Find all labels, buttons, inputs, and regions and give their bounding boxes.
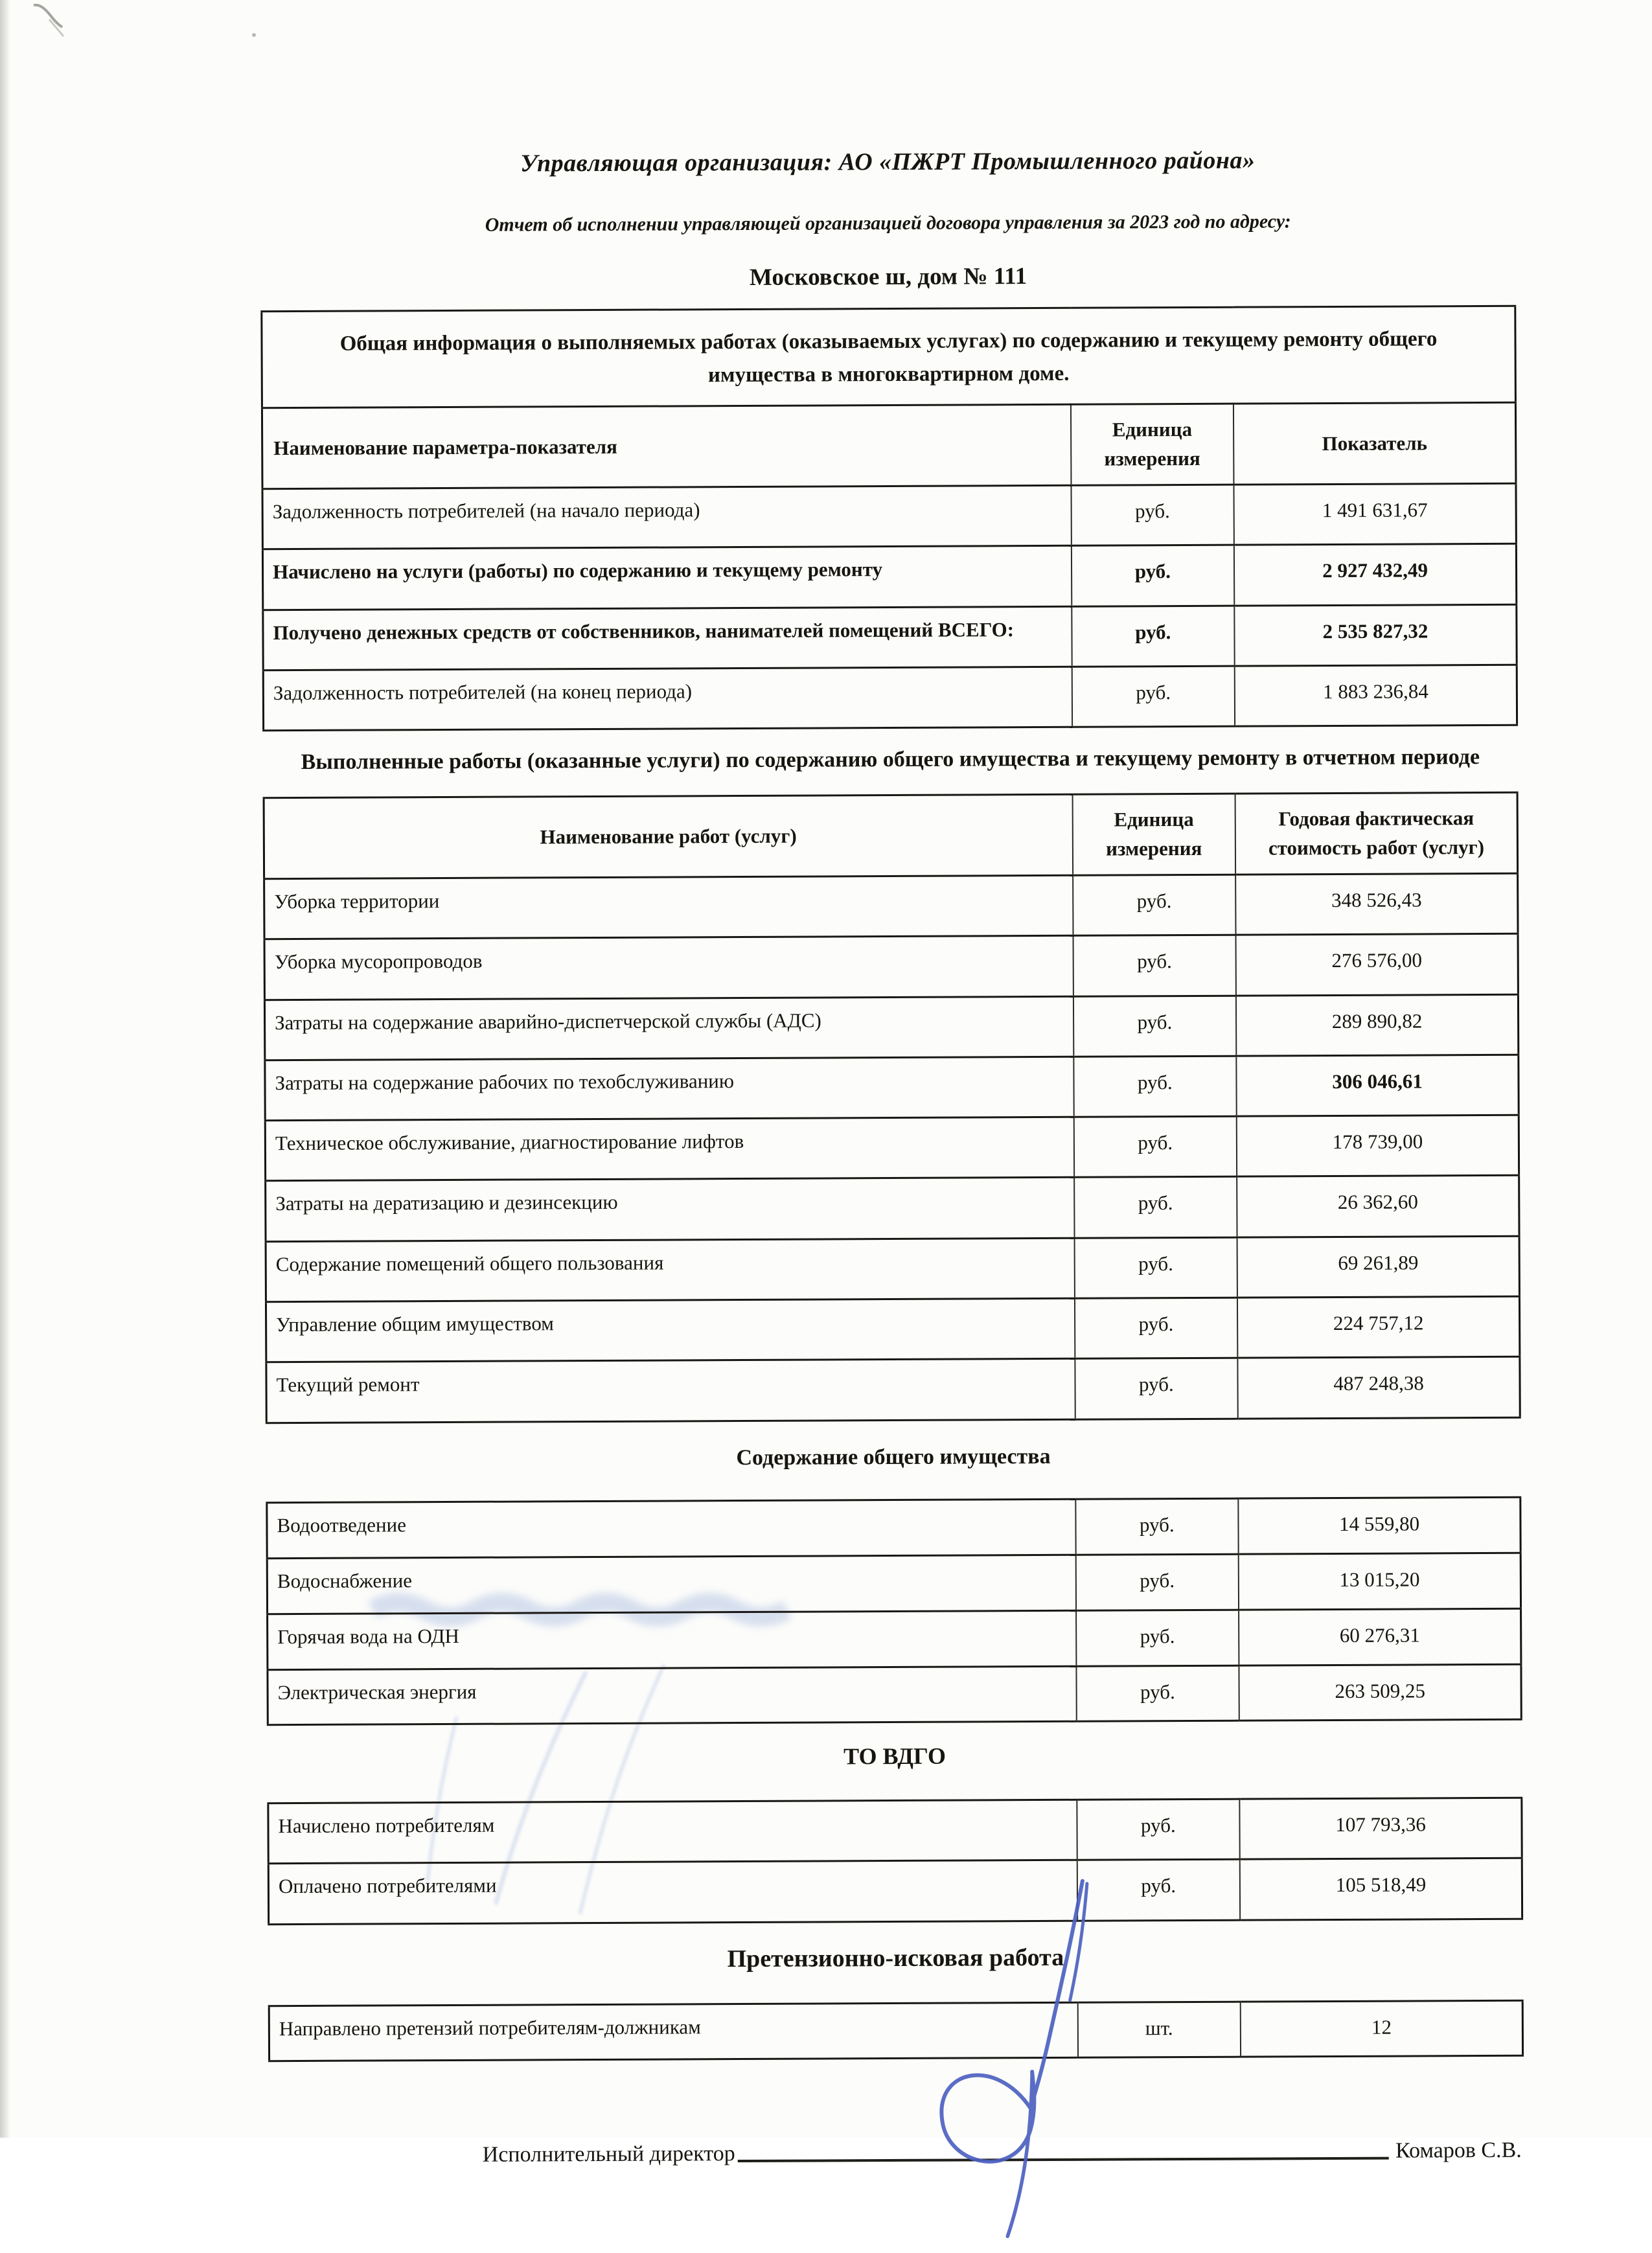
- row-value-cell: 69 261,89: [1237, 1236, 1520, 1298]
- row-unit-cell: руб.: [1073, 996, 1236, 1057]
- scanner-edge-shadow: [0, 0, 10, 2138]
- column-header-row: [264, 792, 1518, 878]
- row-name-cell: Водоотведение: [267, 1500, 1075, 1559]
- table-row: [263, 604, 1517, 670]
- row-value-cell: 306 046,61: [1236, 1055, 1519, 1116]
- column-header-row: [262, 403, 1516, 489]
- row-name-cell: Техническое обслуживание, диагностирование лифтов: [265, 1117, 1073, 1181]
- table-row: [268, 1608, 1521, 1669]
- row-unit-cell: руб.: [1073, 875, 1236, 935]
- row-value-cell: 12: [1241, 2000, 1523, 2057]
- row-name-cell: Задолженность потребителей (на конец периода): [263, 667, 1072, 731]
- row-value-cell: 348 526,43: [1235, 873, 1518, 935]
- col-header-name: Наименование работ (услуг): [264, 794, 1073, 878]
- table-row: [264, 933, 1518, 1000]
- row-name-cell: Управление общим имуществом: [266, 1298, 1074, 1362]
- row-name-cell: Уборка мусоропроводов: [264, 935, 1073, 1000]
- row-name-cell: Получено денежных средств от собственников, нанимателей помещений ВСЕГО:: [263, 606, 1072, 670]
- row-value-cell: 178 739,00: [1237, 1115, 1519, 1176]
- row-value-cell: 14 559,80: [1238, 1498, 1520, 1555]
- signature-block: [269, 2138, 1524, 2168]
- row-value-cell: 1 491 631,67: [1234, 483, 1517, 545]
- vdgo-table: [267, 1797, 1523, 1925]
- table-row: [263, 665, 1517, 731]
- maintenance-table: [266, 1496, 1522, 1726]
- report-subtitle: Отчет об исполнении управляющей организацией договора управления за 2023 год по адресу:: [485, 211, 1291, 236]
- table-row: [268, 1798, 1522, 1864]
- row-unit-cell: шт.: [1077, 2002, 1241, 2058]
- row-name-cell: Начислено потребителям: [268, 1800, 1077, 1864]
- row-unit-cell: руб.: [1075, 1358, 1238, 1419]
- table-row: [262, 483, 1516, 549]
- col-header-unit: Единица измерения: [1070, 404, 1233, 485]
- row-value-cell: 2 927 432,49: [1234, 544, 1517, 606]
- row-unit-cell: руб.: [1072, 666, 1235, 727]
- row-name-cell: Задолженность потребителей (на начало периода): [262, 485, 1071, 549]
- row-name-cell: Содержание помещений общего пользования: [266, 1238, 1074, 1302]
- table-row: [269, 2000, 1522, 2061]
- row-unit-cell: руб.: [1075, 1498, 1239, 1555]
- section-title-claims: Претензионно-исковая работа: [727, 1943, 1064, 1973]
- section-title-works: Выполненные работы (оказанные услуги) по содержанию общего имущества и текущему ремонту в отчетном периоде: [301, 745, 1480, 775]
- row-value-cell: 60 276,31: [1239, 1608, 1521, 1665]
- row-name-cell: Направлено претензий потребителям-должникам: [269, 2002, 1077, 2061]
- row-value-cell: 13 015,20: [1239, 1553, 1521, 1610]
- director-role-label: Исполнительный директор: [482, 2142, 735, 2167]
- claims-table: [268, 1999, 1524, 2062]
- table-row: [266, 1357, 1520, 1423]
- row-unit-cell: руб.: [1071, 485, 1234, 545]
- row-unit-cell: руб.: [1072, 606, 1235, 667]
- row-unit-cell: руб.: [1076, 1610, 1239, 1666]
- row-value-cell: 263 509,25: [1239, 1664, 1522, 1721]
- table-row: [262, 544, 1516, 610]
- table-row: [266, 1296, 1519, 1362]
- section-title-maintenance: Содержание общего имущества: [736, 1444, 1051, 1470]
- row-name-cell: Оплачено потребителями: [268, 1860, 1077, 1925]
- document-content: [260, 145, 1524, 2169]
- col-header-unit: Единица измерения: [1072, 794, 1235, 875]
- table-row: [267, 1553, 1520, 1614]
- col-header-name: Наименование параметра-показателя: [262, 405, 1071, 489]
- general-info-table: [260, 305, 1518, 732]
- col-header-value: Годовая фактическая стоимость работ (услуг): [1235, 792, 1518, 875]
- row-value-cell: 26 362,60: [1237, 1176, 1519, 1237]
- table-caption-row: [262, 306, 1516, 408]
- director-name: Комаров С.В.: [1395, 2138, 1522, 2163]
- row-value-cell: 2 535 827,32: [1234, 604, 1517, 666]
- row-unit-cell: руб.: [1073, 1056, 1237, 1117]
- row-name-cell: Горячая вода на ОДН: [268, 1610, 1076, 1669]
- scan-artifact: [0, 0, 324, 78]
- row-unit-cell: руб.: [1075, 1298, 1238, 1358]
- table-row: [268, 1664, 1521, 1725]
- row-name-cell: Текущий ремонт: [266, 1359, 1075, 1423]
- signature-ink: [915, 1873, 1138, 2250]
- row-unit-cell: руб.: [1071, 545, 1234, 606]
- works-table: [263, 792, 1521, 1424]
- row-value-cell: 487 248,38: [1237, 1357, 1520, 1419]
- row-unit-cell: руб.: [1077, 1860, 1240, 1921]
- row-name-cell: Затраты на содержание рабочих по техобслуживанию: [265, 1057, 1073, 1121]
- table-row: [265, 1115, 1519, 1181]
- row-unit-cell: руб.: [1073, 935, 1236, 996]
- row-unit-cell: руб.: [1074, 1237, 1237, 1298]
- page-title: Управляющая организация: АО «ПЖРТ Промышленного района»: [520, 146, 1256, 177]
- address-line: Московское ш, дом № 111: [749, 263, 1027, 291]
- row-name-cell: Электрическая энергия: [268, 1666, 1076, 1725]
- table-row: [264, 873, 1518, 939]
- table-row: [264, 994, 1518, 1060]
- row-value-cell: 276 576,00: [1236, 933, 1519, 995]
- table-row: [267, 1498, 1520, 1559]
- row-value-cell: 1 883 236,84: [1235, 665, 1517, 726]
- row-name-cell: Уборка территории: [264, 875, 1073, 939]
- row-unit-cell: руб.: [1074, 1177, 1237, 1238]
- row-value-cell: 105 518,49: [1240, 1858, 1522, 1920]
- section-title-vdgo: ТО ВДГО: [843, 1743, 946, 1770]
- row-value-cell: 107 793,36: [1239, 1798, 1522, 1859]
- row-unit-cell: руб.: [1077, 1799, 1240, 1860]
- table-row: [266, 1236, 1519, 1302]
- row-value-cell: 224 757,12: [1237, 1296, 1520, 1358]
- row-unit-cell: руб.: [1076, 1665, 1239, 1722]
- row-value-cell: 289 890,82: [1236, 994, 1519, 1056]
- col-header-value: Показатель: [1233, 403, 1516, 485]
- row-name-cell: Водоснабжение: [267, 1555, 1075, 1614]
- row-name-cell: Затраты на содержание аварийно-диспетчерской службы (АДС): [264, 996, 1073, 1060]
- row-unit-cell: руб.: [1073, 1116, 1237, 1177]
- table-caption: Общая информация о выполняемых работах (оказываемых услугах) по содержанию и текущему ремонту общего имущества в многоквартирном доме.: [262, 306, 1516, 408]
- row-name-cell: Затраты на дератизацию и дезинсекцию: [266, 1178, 1074, 1242]
- row-name-cell: Начислено на услуги (работы) по содержанию и текущему ремонту: [262, 546, 1071, 610]
- row-unit-cell: руб.: [1075, 1554, 1239, 1610]
- table-row: [266, 1176, 1519, 1242]
- table-row: [265, 1055, 1519, 1121]
- table-row: [268, 1858, 1522, 1925]
